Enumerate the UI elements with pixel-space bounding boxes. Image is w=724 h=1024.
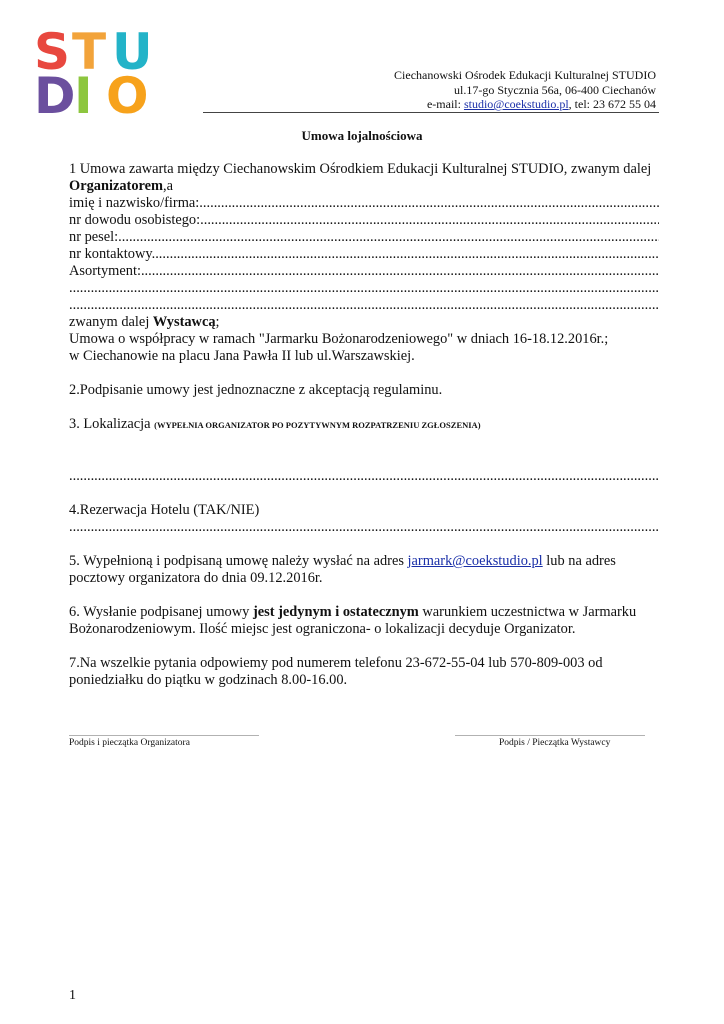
field-assortment-label: Asortyment: [69, 263, 141, 279]
header-divider [203, 112, 659, 113]
section-6 [69, 604, 659, 638]
field-blank-2[interactable] [69, 297, 659, 314]
field-id-label: nr dowodu osobistego: [69, 212, 201, 228]
email-prefix: e-mail: [426, 97, 464, 111]
logo-letter-i: I [74, 67, 92, 125]
organizer-signature-label: Podpis i pieczątka Organizatora [69, 738, 190, 748]
location-label: 3. Lokalizacja [69, 416, 155, 432]
section-5 [69, 553, 659, 587]
header-email-link[interactable]: studio@coekstudio.pl [463, 97, 569, 111]
section-3 [69, 416, 659, 434]
field-name[interactable] [69, 195, 659, 212]
page-number: 1 [69, 988, 76, 1003]
section-7: 7.Na wszelkie pytania odpowiemy pod numerem telefonu 23-672-55-04 lub 570-809-003 od poniedziałku do piątku w godzinach 8.00-16.00. [69, 655, 603, 688]
organizer-signature-line[interactable]: ............................................................................................... [69, 730, 259, 738]
section-5-text-2: lub na adres pocztowy organizatora do dnia 09.12.2016r. [69, 553, 616, 586]
exhibitor-definition [69, 314, 659, 331]
section-6-bold: jest jedynym i ostatecznym [252, 604, 419, 620]
intro-text: 1 Umowa zawarta między Ciechanowskim Ośrodkiem Edukacji Kulturalnej STUDIO, zwanym dalej [69, 161, 652, 177]
section-6-text-2: warunkiem uczestnictwa w Jarmarku Bożonarodzeniowym. Ilość miejsc jest ograniczona- o lokalizacji decyduje Organizator. [69, 604, 637, 637]
document-body [69, 161, 659, 689]
field-pesel-label: nr pesel: [69, 229, 119, 245]
cooperation-line-2: w Ciechanowie na placu Jana Pawła II lub ul.Warszawskiej. [69, 348, 415, 364]
field-pesel[interactable] [69, 229, 659, 246]
jarmark-email-link[interactable]: jarmark@coekstudio.pl [407, 553, 543, 569]
field-id-number[interactable] [69, 212, 659, 229]
logo-letter-u: U [112, 23, 152, 81]
header-line-address: ul.17-go Stycznia 56a, 06-400 Ciechanów [454, 82, 656, 97]
logo-letter-o: O [106, 67, 148, 125]
field-contact[interactable] [69, 246, 659, 263]
field-assortment[interactable] [69, 263, 659, 280]
section-5-text-1: 5. Wypełnioną i podpisaną umowę należy wysłać na adres [69, 553, 408, 569]
section-4: 4.Rezerwacja Hotelu (TAK/NIE) [69, 502, 260, 518]
logo-letter-t: T [72, 23, 106, 81]
field-contact-label: nr kontaktowy [69, 246, 152, 262]
intro-end: ,a [163, 178, 174, 194]
exhibitor-term: Wystawcą [152, 314, 216, 330]
field-location[interactable] [69, 468, 659, 485]
field-blank-1[interactable] [69, 280, 659, 297]
header-line-contact [394, 97, 656, 112]
header-line-name: Ciechanowski Ośrodek Edukacji Kulturalnej STUDIO [394, 68, 656, 82]
called-end: ; [215, 314, 220, 330]
exhibitor-signature-line[interactable]: ............................................................................................... [455, 730, 645, 738]
field-hotel[interactable] [69, 519, 659, 536]
cooperation-line-1: Umowa o współpracy w ramach "Jarmarku Bożonarodzeniowego" w dniach 16-18.12.2016r.; [69, 331, 609, 347]
logo-letter-d: D [34, 67, 75, 125]
logo-letter-s: S [34, 23, 70, 81]
called-prefix: zwanym dalej [69, 314, 153, 330]
document-title: Umowa lojalnościowa [301, 128, 423, 143]
header-phone: , tel: 23 672 55 04 [568, 97, 656, 111]
section-6-text-1: 6. Wysłanie podpisanej umowy [69, 604, 253, 620]
section-1-intro [69, 161, 659, 195]
studio-logo [34, 23, 156, 125]
location-note: (WYPEŁNIA ORGANIZATOR PO POZYTYWNYM ROZPATRZENIU ZGŁOSZENIA) [154, 420, 481, 430]
field-name-label: imię i nazwisko/firma: [69, 195, 200, 211]
organization-header [394, 68, 656, 112]
section-2: 2.Podpisanie umowy jest jednoznaczne z akceptacją regulaminu. [69, 382, 443, 398]
exhibitor-signature-label: Podpis / Pieczątka Wystawcy [499, 738, 611, 748]
organizer-term: Organizatorem [69, 178, 164, 194]
